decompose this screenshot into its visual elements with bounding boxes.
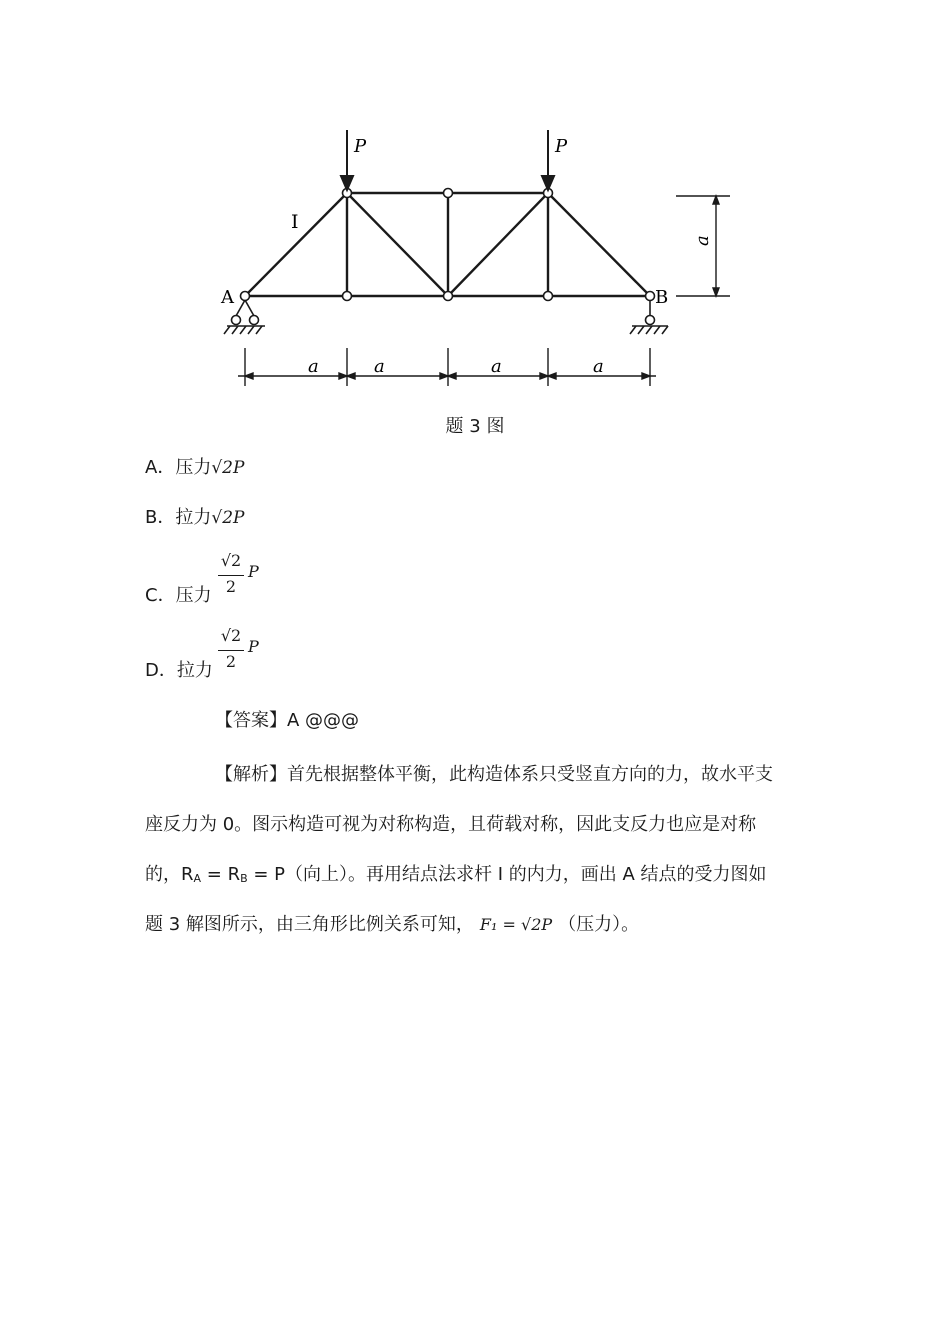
node-label-a: A	[221, 287, 234, 308]
analysis-line-3-mid: = R	[201, 864, 241, 885]
option-c	[145, 584, 212, 608]
force-formula: F₁ = √2P	[479, 915, 553, 934]
dim-label-2: a	[374, 356, 385, 377]
analysis-line-3	[145, 860, 767, 886]
option-d-variable: P	[248, 637, 259, 656]
dim-label-1: a	[308, 356, 319, 377]
analysis-line-3-start: 的，R	[145, 864, 194, 885]
option-d-denominator: 2	[225, 652, 237, 671]
option-c-label: C．压力	[145, 585, 212, 606]
analysis-line-4-end: （压力）。	[558, 914, 640, 935]
node-label-b: B	[655, 287, 669, 308]
subscript-a: A	[193, 872, 202, 885]
answer-line: 【答案】A @@@	[215, 710, 360, 731]
truss-figure	[210, 120, 750, 400]
dim-label-3: a	[491, 356, 502, 377]
option-d-label: D．拉力	[145, 660, 213, 681]
load-label-left: P	[354, 136, 367, 157]
option-a	[145, 456, 244, 480]
option-b-expr: √2P	[211, 508, 245, 528]
truss-diagram	[210, 120, 750, 400]
option-d-numerator: √2	[220, 626, 242, 645]
diagonal-left	[347, 193, 448, 296]
dim-label-height: a	[692, 235, 713, 246]
option-c-denominator: 2	[225, 577, 237, 596]
option-c-numerator: √2	[220, 551, 242, 570]
analysis-line-4	[145, 910, 639, 936]
option-a-expr: √2P	[211, 458, 245, 478]
subscript-b: B	[240, 872, 248, 885]
diagonal-right	[448, 193, 548, 296]
option-b	[145, 506, 244, 530]
analysis-line-1: 【解析】首先根据整体平衡，此构造体系只受竖直方向的力，故水平支	[215, 764, 773, 785]
figure-caption: 题 3 图	[445, 416, 505, 437]
fraction-bar	[218, 650, 244, 651]
option-a-label: A．压力	[145, 457, 212, 478]
right-end-diagonal	[548, 193, 650, 296]
option-c-variable: P	[248, 562, 259, 581]
analysis-line-3-end: = P（向上）。再用结点法求杆 I 的内力，画出 A 结点的受力图如	[247, 864, 767, 885]
option-d	[145, 659, 213, 683]
fraction-bar	[218, 575, 244, 576]
load-label-right: P	[555, 136, 568, 157]
member-I	[245, 193, 347, 296]
member-label: I	[291, 211, 299, 233]
option-b-label: B．拉力	[145, 507, 212, 528]
dim-label-4: a	[593, 356, 604, 377]
analysis-line-4-start: 题 3 解图所示，由三角形比例关系可知，	[145, 914, 474, 935]
analysis-line-2: 座反力为 0。图示构造可视为对称构造，且荷载对称，因此支反力也应是对称	[145, 814, 757, 835]
